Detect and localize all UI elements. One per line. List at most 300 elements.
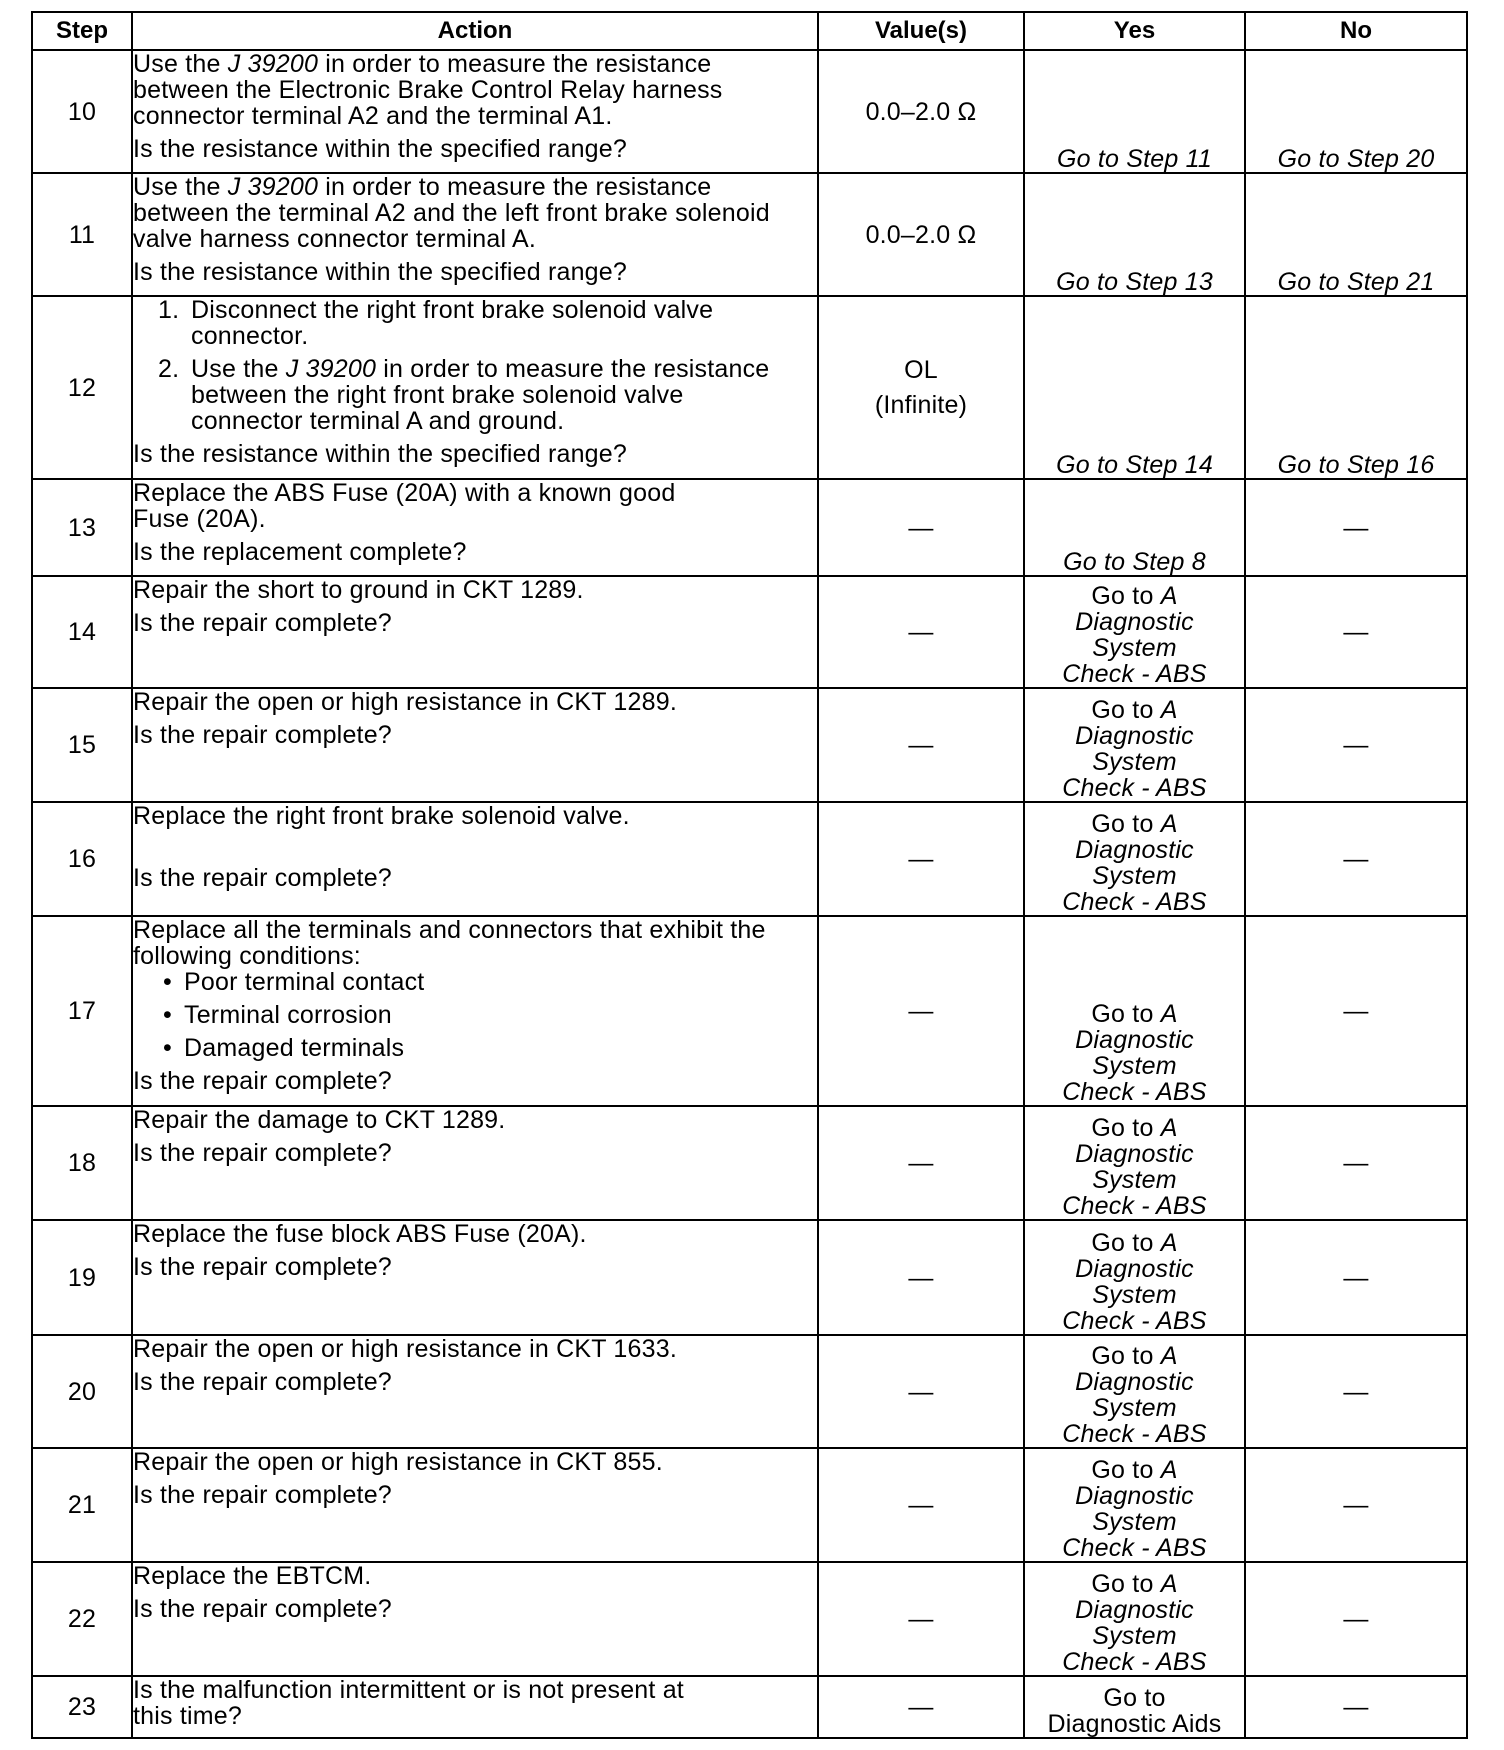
yes-cell xyxy=(1024,296,1245,479)
yes-cell xyxy=(1024,1106,1245,1220)
bullet-item xyxy=(133,969,817,995)
action-line xyxy=(191,356,817,382)
yes-line xyxy=(1025,1421,1244,1447)
italic-text: Diagnostic xyxy=(1075,1026,1194,1054)
yes-cell xyxy=(1024,173,1245,296)
value-line: OL xyxy=(904,356,938,384)
block-text xyxy=(133,722,817,748)
italic-text: Check - ABS xyxy=(1062,1534,1207,1562)
yes-line xyxy=(1025,1509,1244,1535)
numbered-item xyxy=(133,356,817,434)
action-line: valve harness connector terminal A. xyxy=(133,225,537,253)
text-segment: Go to xyxy=(1091,582,1161,610)
block-text xyxy=(133,1482,817,1508)
no-cell xyxy=(1245,1448,1467,1562)
table-row xyxy=(32,296,1467,479)
yes-line xyxy=(1025,1193,1244,1219)
dash-line: — xyxy=(1343,1605,1369,1633)
action-line: Is the repair complete? xyxy=(133,1481,392,1509)
action-paragraph xyxy=(133,1482,817,1508)
table-row xyxy=(32,576,1467,688)
action-line: between the terminal A2 and the left front brake solenoid xyxy=(133,199,770,227)
bullet-item xyxy=(133,1035,817,1061)
action-paragraph xyxy=(133,1677,817,1729)
value-line: (Infinite) xyxy=(874,391,968,419)
action-line: Replace the EBTCM. xyxy=(133,1562,372,1590)
italic-text: Go to Step 13 xyxy=(1056,268,1213,296)
no-cell xyxy=(1245,296,1467,479)
yes-line xyxy=(1025,1256,1244,1282)
text-segment: Use the xyxy=(133,50,228,78)
action-paragraph xyxy=(133,441,817,467)
action-line: Is the resistance within the specified range? xyxy=(133,135,627,163)
table-header xyxy=(32,12,1467,50)
table-row xyxy=(32,688,1467,802)
no-cell xyxy=(1245,916,1467,1106)
italic-text: System xyxy=(1092,634,1177,662)
block-text xyxy=(133,610,817,636)
action-paragraph xyxy=(133,1221,817,1247)
action-paragraph xyxy=(133,1107,817,1133)
table-row xyxy=(32,1562,1467,1676)
dash-line: — xyxy=(1343,1491,1369,1519)
italic-text: Go to Step 8 xyxy=(1063,548,1206,576)
action-line: Is the repair complete? xyxy=(133,1067,392,1095)
block-text xyxy=(133,1221,817,1247)
yes-line xyxy=(1025,775,1244,801)
block-text xyxy=(133,259,817,285)
yes-line xyxy=(1025,889,1244,915)
dash-line: — xyxy=(908,1491,934,1519)
text-segment: in order to measure the resistance xyxy=(318,173,712,201)
action-cell xyxy=(132,296,818,479)
yes-line xyxy=(1025,1457,1244,1483)
text-segment: Go to xyxy=(1091,1342,1161,1370)
action-line: Replace all the terminals and connectors that exhibit the xyxy=(133,916,766,944)
italic-text: Diagnostic xyxy=(1075,722,1194,750)
action-line: Repair the short to ground in CKT 1289. xyxy=(133,576,584,604)
yes-line xyxy=(1025,583,1244,609)
action-paragraph xyxy=(133,1449,817,1475)
text-segment: Go to xyxy=(1091,1570,1161,1598)
step-number: 13 xyxy=(32,479,132,576)
action-line: connector terminal A2 and the terminal A1. xyxy=(133,102,613,130)
action-line: between the right front brake solenoid valve xyxy=(191,381,684,409)
italic-text: Go to Step 21 xyxy=(1277,268,1435,296)
no-cell xyxy=(1245,50,1467,173)
action-line: Is the repair complete? xyxy=(133,864,392,892)
italic-text: Check - ABS xyxy=(1062,1420,1207,1448)
italic-text: Check - ABS xyxy=(1062,888,1207,916)
yes-cell xyxy=(1024,916,1245,1106)
table-row xyxy=(32,1106,1467,1220)
dash-line: — xyxy=(908,513,934,542)
block-text xyxy=(133,1336,817,1362)
item-number: 2. xyxy=(158,355,180,383)
table-row xyxy=(32,479,1467,576)
italic-text: A xyxy=(1160,1114,1178,1142)
yes-cell xyxy=(1024,1335,1245,1448)
action-line: Repair the damage to CKT 1289. xyxy=(133,1106,506,1134)
table-row xyxy=(32,173,1467,296)
bullet-glyph: • xyxy=(163,1034,172,1062)
action-line: Is the repair complete? xyxy=(133,1139,392,1167)
block-text xyxy=(133,1254,817,1280)
yes-line xyxy=(1025,837,1244,863)
italic-text: System xyxy=(1092,1281,1177,1309)
yes-line xyxy=(1025,1230,1244,1256)
italic-text: Go to Step 20 xyxy=(1277,145,1435,173)
yes-cell xyxy=(1024,479,1245,576)
dash-line: — xyxy=(1343,1149,1369,1177)
no-line xyxy=(1246,452,1466,478)
yes-line xyxy=(1025,1053,1244,1079)
action-line: Replace the right front brake solenoid valve. xyxy=(133,802,630,830)
yes-line xyxy=(1025,549,1244,575)
yes-line xyxy=(1025,661,1244,687)
action-line: Poor terminal contact xyxy=(184,968,425,996)
italic-text: Check - ABS xyxy=(1062,1078,1207,1106)
yes-cell xyxy=(1024,50,1245,173)
text-segment: Go to xyxy=(1091,810,1161,838)
action-paragraph xyxy=(133,865,817,891)
dash-line: — xyxy=(908,618,934,646)
action-paragraph xyxy=(133,917,817,969)
step-number: 14 xyxy=(32,576,132,688)
action-line: following conditions: xyxy=(133,942,361,970)
no-cell xyxy=(1245,1562,1467,1676)
yes-line xyxy=(1025,1343,1244,1369)
italic-text: A xyxy=(1160,1570,1178,1598)
action-paragraph xyxy=(133,1369,817,1395)
dash-line: — xyxy=(908,1693,934,1721)
action-line: Damaged terminals xyxy=(184,1034,405,1062)
action-paragraph xyxy=(133,1336,817,1362)
yes-line: Go to xyxy=(1103,1684,1166,1712)
value-cell xyxy=(818,802,1024,916)
no-cell xyxy=(1245,1335,1467,1448)
action-line: between the Electronic Brake Control Relay harness xyxy=(133,76,723,104)
action-paragraph xyxy=(133,722,817,748)
action-line: Is the repair complete? xyxy=(133,1253,392,1281)
table-row xyxy=(32,916,1467,1106)
action-cell xyxy=(132,1335,818,1448)
yes-line xyxy=(1025,1483,1244,1509)
yes-line xyxy=(1025,269,1244,295)
action-cell xyxy=(132,916,818,1106)
text-segment: Use the xyxy=(191,355,286,383)
action-line: Repair the open or high resistance in CKT 1289. xyxy=(133,688,677,716)
italic-text: Diagnostic xyxy=(1075,1596,1194,1624)
yes-line xyxy=(1025,1395,1244,1421)
yes-line xyxy=(1025,1115,1244,1141)
yes-line xyxy=(1025,1167,1244,1193)
text-segment: Go to xyxy=(1091,1114,1161,1142)
action-line: connector. xyxy=(191,322,309,350)
step-number: 11 xyxy=(32,173,132,296)
block-text xyxy=(133,539,817,565)
text-segment: Go to xyxy=(1091,696,1161,724)
italic-text: A xyxy=(1160,1456,1178,1484)
header-row xyxy=(32,12,1467,50)
action-line: Fuse (20A). xyxy=(133,505,266,533)
action-paragraph xyxy=(133,689,817,715)
text-segment: Go to xyxy=(1091,1229,1161,1257)
yes-line xyxy=(1025,749,1244,775)
yes-line xyxy=(1025,697,1244,723)
yes-line xyxy=(1025,1369,1244,1395)
action-line: Is the repair complete? xyxy=(133,721,392,749)
header-yes: Yes xyxy=(1024,12,1245,50)
yes-line xyxy=(1025,1001,1244,1027)
italic-text: Check - ABS xyxy=(1062,660,1207,688)
dash-line: — xyxy=(1343,1263,1369,1292)
italic-text: J 39200 xyxy=(227,50,319,78)
action-line: Disconnect the right front brake solenoid valve xyxy=(191,296,714,324)
action-cell xyxy=(132,50,818,173)
action-paragraph xyxy=(133,539,817,565)
value-cell xyxy=(818,1448,1024,1562)
step-number: 20 xyxy=(32,1335,132,1448)
action-line xyxy=(133,51,817,77)
step-number: 12 xyxy=(32,296,132,479)
action-cell xyxy=(132,1220,818,1335)
action-paragraph xyxy=(133,1563,817,1589)
table-body xyxy=(32,50,1467,1738)
action-line: Is the resistance within the specified range? xyxy=(133,258,627,286)
yes-line xyxy=(1025,863,1244,889)
step-number: 15 xyxy=(32,688,132,802)
block-text xyxy=(133,577,817,603)
action-paragraph xyxy=(133,1140,817,1166)
italic-text: A xyxy=(1160,582,1178,610)
yes-line: Diagnostic Aids xyxy=(1047,1710,1222,1738)
header-values: Value(s) xyxy=(818,12,1024,50)
step-number: 10 xyxy=(32,50,132,173)
block-text xyxy=(133,441,817,467)
action-cell xyxy=(132,173,818,296)
no-line xyxy=(1246,146,1466,172)
italic-text: System xyxy=(1092,862,1177,890)
value-cell xyxy=(818,576,1024,688)
dash-line: — xyxy=(908,845,934,873)
action-line: Is the repair complete? xyxy=(133,609,392,637)
action-line: Is the malfunction intermittent or is not present at xyxy=(133,1676,684,1704)
block-text xyxy=(133,689,817,715)
dash-line: — xyxy=(1343,845,1369,873)
no-cell xyxy=(1245,1676,1467,1738)
text-segment: Use the xyxy=(133,173,228,201)
value-cell xyxy=(818,1220,1024,1335)
yes-cell xyxy=(1024,1562,1245,1676)
yes-cell xyxy=(1024,576,1245,688)
text-segment: in order to measure the resistance xyxy=(376,355,770,383)
yes-line xyxy=(1025,1027,1244,1053)
yes-cell xyxy=(1024,1220,1245,1335)
action-line xyxy=(133,174,817,200)
action-line: Repair the open or high resistance in CKT 855. xyxy=(133,1448,663,1476)
step-number: 18 xyxy=(32,1106,132,1220)
italic-text: Diagnostic xyxy=(1075,836,1194,864)
yes-line xyxy=(1025,1282,1244,1308)
yes-line xyxy=(1025,811,1244,837)
action-paragraph xyxy=(133,480,817,532)
italic-text: A xyxy=(1160,696,1178,724)
action-line: connector terminal A and ground. xyxy=(191,407,565,435)
action-paragraph xyxy=(133,577,817,603)
italic-text: Check - ABS xyxy=(1062,774,1207,802)
action-cell xyxy=(132,576,818,688)
table-row xyxy=(32,1448,1467,1562)
yes-line xyxy=(1025,635,1244,661)
italic-text: Go to Step 11 xyxy=(1056,145,1213,173)
yes-line xyxy=(1025,1079,1244,1105)
action-paragraph xyxy=(133,174,817,252)
block-text xyxy=(133,1107,817,1133)
action-line: Is the resistance within the specified range? xyxy=(133,440,627,468)
table-row xyxy=(32,1335,1467,1448)
no-cell xyxy=(1245,173,1467,296)
italic-text: System xyxy=(1092,1394,1177,1422)
step-number: 16 xyxy=(32,802,132,916)
step-number: 22 xyxy=(32,1562,132,1676)
value-cell xyxy=(818,1562,1024,1676)
action-paragraph xyxy=(133,259,817,285)
header-action: Action xyxy=(132,12,818,50)
no-cell xyxy=(1245,479,1467,576)
dash-line: — xyxy=(1343,997,1369,1025)
block-text xyxy=(191,297,817,349)
block-text xyxy=(191,356,817,434)
italic-text: Check - ABS xyxy=(1062,1648,1207,1676)
yes-line xyxy=(1025,1308,1244,1334)
block-text xyxy=(133,51,817,129)
italic-text: Diagnostic xyxy=(1075,1140,1194,1168)
italic-text: A xyxy=(1160,1229,1178,1257)
block-text xyxy=(133,1369,817,1395)
yes-line xyxy=(1025,146,1244,172)
action-line: Replace the ABS Fuse (20A) with a known good xyxy=(133,479,676,507)
value-line: 0.0–2.0 Ω xyxy=(865,97,977,126)
value-cell xyxy=(818,688,1024,802)
italic-text: Diagnostic xyxy=(1075,1482,1194,1510)
action-paragraph xyxy=(133,803,817,829)
block-text xyxy=(133,1068,817,1094)
italic-text: A xyxy=(1160,1000,1178,1028)
no-cell xyxy=(1245,802,1467,916)
italic-text: System xyxy=(1092,1622,1177,1650)
italic-text: Diagnostic xyxy=(1075,1368,1194,1396)
italic-text: Check - ABS xyxy=(1062,1307,1207,1335)
diagnostic-table xyxy=(31,11,1468,1739)
action-cell xyxy=(132,802,818,916)
yes-cell xyxy=(1024,688,1245,802)
no-cell xyxy=(1245,576,1467,688)
italic-text: Diagnostic xyxy=(1075,608,1194,636)
yes-line xyxy=(1025,1571,1244,1597)
action-line: Is the repair complete? xyxy=(133,1595,392,1623)
block-text xyxy=(133,1563,817,1589)
block-text xyxy=(184,1002,817,1028)
table-row xyxy=(32,1676,1467,1738)
action-cell xyxy=(132,688,818,802)
dash-line: — xyxy=(908,1605,934,1633)
no-cell xyxy=(1245,688,1467,802)
dash-line: — xyxy=(1343,618,1369,646)
header-step: Step xyxy=(32,12,132,50)
dash-line: — xyxy=(1343,1377,1369,1406)
action-line: this time? xyxy=(133,1702,242,1730)
dash-line: — xyxy=(908,997,934,1025)
yes-cell xyxy=(1024,1448,1245,1562)
action-cell xyxy=(132,479,818,576)
action-line: Replace the fuse block ABS Fuse (20A). xyxy=(133,1220,587,1248)
step-number: 23 xyxy=(32,1676,132,1738)
value-cell xyxy=(818,916,1024,1106)
yes-line xyxy=(1025,1597,1244,1623)
action-cell xyxy=(132,1106,818,1220)
block-text xyxy=(133,917,817,969)
action-line: Repair the open or high resistance in CKT 1633. xyxy=(133,1335,677,1363)
bullet-glyph: • xyxy=(163,968,172,996)
italic-text: J 39200 xyxy=(227,173,319,201)
action-paragraph xyxy=(133,136,817,162)
step-number: 19 xyxy=(32,1220,132,1335)
action-paragraph xyxy=(133,1068,817,1094)
yes-line xyxy=(1025,1649,1244,1675)
bullet-glyph: • xyxy=(163,1001,172,1029)
italic-text: A xyxy=(1160,1342,1178,1370)
text-segment: Go to xyxy=(1091,1456,1161,1484)
block-text xyxy=(184,1035,817,1061)
action-line: Terminal corrosion xyxy=(184,1001,392,1029)
value-cell xyxy=(818,1335,1024,1448)
value-cell xyxy=(818,296,1024,479)
block-text xyxy=(133,865,817,891)
italic-text: System xyxy=(1092,1052,1177,1080)
italic-text: Diagnostic xyxy=(1075,1255,1194,1283)
no-line xyxy=(1246,269,1466,295)
yes-line xyxy=(1025,1535,1244,1561)
italic-text: System xyxy=(1092,1166,1177,1194)
dash-line: — xyxy=(908,1149,934,1177)
yes-line xyxy=(1025,452,1244,478)
action-cell xyxy=(132,1448,818,1562)
bullet-item xyxy=(133,1002,817,1028)
italic-text: Go to Step 14 xyxy=(1056,451,1213,479)
item-number: 1. xyxy=(158,296,180,324)
value-cell xyxy=(818,173,1024,296)
numbered-item xyxy=(133,297,817,349)
no-cell xyxy=(1245,1106,1467,1220)
text-segment: Go to xyxy=(1091,1000,1161,1028)
dash-line: — xyxy=(908,1377,934,1406)
action-cell xyxy=(132,1562,818,1676)
table-row xyxy=(32,1220,1467,1335)
yes-cell xyxy=(1024,802,1245,916)
yes-line xyxy=(1025,1623,1244,1649)
dash-line: — xyxy=(908,1263,934,1292)
value-cell xyxy=(818,1106,1024,1220)
block-text xyxy=(133,803,817,829)
dash-line: — xyxy=(1343,513,1369,542)
italic-text: Go to Step 16 xyxy=(1277,451,1435,479)
italic-text: J 39200 xyxy=(285,355,377,383)
action-cell xyxy=(132,1676,818,1738)
table-row xyxy=(32,50,1467,173)
value-cell xyxy=(818,1676,1024,1738)
yes-line xyxy=(1025,1141,1244,1167)
